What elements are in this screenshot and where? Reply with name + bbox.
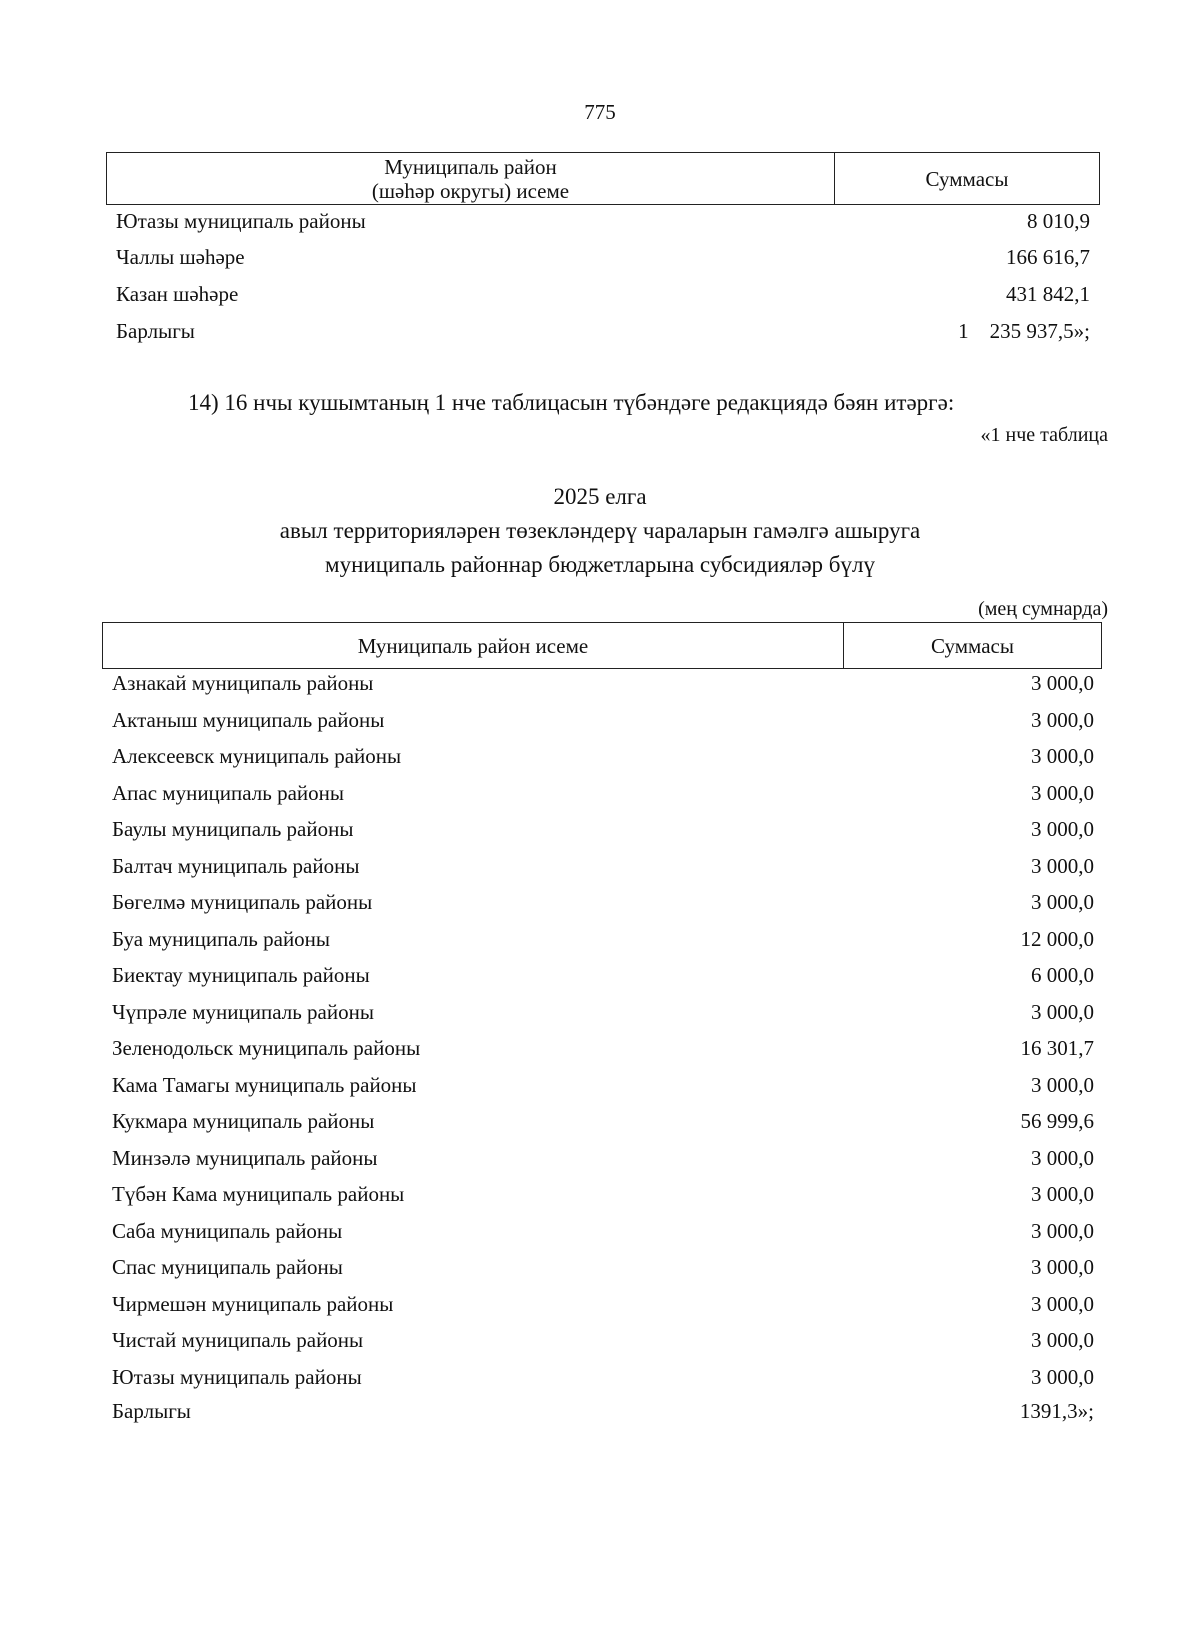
table-row bbox=[112, 1364, 1094, 1390]
page-number: 775 bbox=[584, 100, 616, 124]
row-value: 6 000,0 bbox=[1031, 963, 1094, 987]
row-value: 3 000,0 bbox=[1031, 671, 1094, 695]
row-value: 8 010,9 bbox=[1027, 209, 1090, 233]
row-value: 3 000,0 bbox=[1031, 1182, 1094, 1206]
table-row bbox=[112, 962, 1094, 988]
table1-header bbox=[106, 152, 1100, 205]
table-row bbox=[112, 1181, 1094, 1207]
table2-header-sum: Суммасы bbox=[843, 623, 1101, 668]
instruction-text: 14) 16 нчы кушымтаның 1 нче таблицасын түбәндәге редакциядә бәян итәргә: bbox=[188, 390, 955, 415]
table-row bbox=[112, 999, 1094, 1025]
table2-total-row bbox=[112, 1398, 1094, 1424]
table-row bbox=[112, 1145, 1094, 1171]
row-value: 431 842,1 bbox=[1006, 282, 1090, 306]
total-value: 1391,3»; bbox=[1019, 1399, 1094, 1423]
table-row bbox=[112, 853, 1094, 879]
row-value: 12 000,0 bbox=[1020, 927, 1094, 951]
total-label: Барлыгы bbox=[112, 1399, 191, 1423]
row-name: Алексеевск муниципаль районы bbox=[112, 744, 402, 768]
table-row bbox=[116, 281, 1090, 307]
table-row bbox=[112, 1072, 1094, 1098]
table-row bbox=[116, 244, 1090, 270]
row-name: Актаныш муниципаль районы bbox=[112, 708, 385, 732]
row-name: Саба муниципаль районы bbox=[112, 1219, 343, 1243]
row-name: Түбән Кама муниципаль районы bbox=[112, 1182, 405, 1206]
table-label: «1 нче таблица bbox=[980, 424, 1108, 446]
row-name: Ютазы муниципаль районы bbox=[112, 1365, 362, 1389]
table1-total-row bbox=[116, 318, 1090, 344]
row-value: 3 000,0 bbox=[1031, 817, 1094, 841]
row-name: Казан шәһәре bbox=[116, 282, 239, 306]
table-row bbox=[112, 1035, 1094, 1061]
table1-header-name-line1: Муниципаль район bbox=[384, 154, 557, 179]
table-row bbox=[112, 1327, 1094, 1353]
row-value: 56 999,6 bbox=[1020, 1109, 1094, 1133]
table-row bbox=[116, 208, 1090, 234]
table2-header bbox=[102, 622, 1102, 669]
row-name: Ютазы муниципаль районы bbox=[116, 209, 366, 233]
table-row bbox=[112, 1108, 1094, 1134]
row-value: 3 000,0 bbox=[1031, 1146, 1094, 1170]
row-name: Балтач муниципаль районы bbox=[112, 854, 360, 878]
table-row bbox=[112, 743, 1094, 769]
row-value: 3 000,0 bbox=[1031, 1255, 1094, 1279]
row-value: 3 000,0 bbox=[1031, 1292, 1094, 1316]
row-value: 3 000,0 bbox=[1031, 1219, 1094, 1243]
row-value: 3 000,0 bbox=[1031, 781, 1094, 805]
row-value: 3 000,0 bbox=[1031, 1073, 1094, 1097]
row-value: 166 616,7 bbox=[1006, 245, 1090, 269]
table1-header-name bbox=[107, 153, 834, 204]
row-name: Зеленодольск муниципаль районы bbox=[112, 1036, 421, 1060]
row-value: 3 000,0 bbox=[1031, 708, 1094, 732]
row-name: Минзәлә муниципаль районы bbox=[112, 1146, 378, 1170]
table-row bbox=[112, 926, 1094, 952]
row-name: Спас муниципаль районы bbox=[112, 1255, 343, 1279]
table-row bbox=[112, 889, 1094, 915]
row-name: Чаллы шәһәре bbox=[116, 245, 245, 269]
row-name: Бөгелмә муниципаль районы bbox=[112, 890, 373, 914]
row-name: Баулы муниципаль районы bbox=[112, 817, 354, 841]
table-row bbox=[112, 707, 1094, 733]
row-value: 3 000,0 bbox=[1031, 890, 1094, 914]
row-value: 16 301,7 bbox=[1020, 1036, 1094, 1060]
row-name: Буа муниципаль районы bbox=[112, 927, 331, 951]
row-name: Кама Тамагы муниципаль районы bbox=[112, 1073, 417, 1097]
table1-header-name-line2: (шәһәр округы) исеме bbox=[371, 178, 570, 203]
row-value: 3 000,0 bbox=[1031, 1000, 1094, 1024]
table-row bbox=[112, 1254, 1094, 1280]
caption-line2: авыл территорияләрен төзекләндерү чараларын гамәлгә ашыруга bbox=[279, 518, 921, 543]
caption-line1: 2025 елга bbox=[553, 484, 647, 509]
row-value: 3 000,0 bbox=[1031, 854, 1094, 878]
table-row bbox=[112, 780, 1094, 806]
table-row bbox=[112, 816, 1094, 842]
table-caption bbox=[0, 480, 1200, 582]
total-label: Барлыгы bbox=[116, 319, 195, 343]
table1-header-sum: Суммасы bbox=[834, 153, 1099, 204]
total-value: 1 235 937,5»; bbox=[958, 319, 1090, 343]
row-name: Чирмешән муниципаль районы bbox=[112, 1292, 394, 1316]
row-name: Апас муниципаль районы bbox=[112, 781, 344, 805]
table2-header-name: Муниципаль район исеме bbox=[357, 633, 589, 658]
row-value: 3 000,0 bbox=[1031, 744, 1094, 768]
table-row bbox=[112, 670, 1094, 696]
table-row bbox=[112, 1218, 1094, 1244]
row-name: Кукмара муниципаль районы bbox=[112, 1109, 375, 1133]
row-value: 3 000,0 bbox=[1031, 1328, 1094, 1352]
units-label: (мең сумнарда) bbox=[978, 598, 1108, 620]
row-name: Чистай муниципаль районы bbox=[112, 1328, 364, 1352]
row-value: 3 000,0 bbox=[1031, 1365, 1094, 1389]
caption-line3: муниципаль районнар бюджетларына субсидияләр бүлү bbox=[325, 552, 875, 577]
row-name: Биектау муниципаль районы bbox=[112, 963, 370, 987]
table-row bbox=[112, 1291, 1094, 1317]
row-name: Чүпрәле муниципаль районы bbox=[112, 1000, 374, 1024]
row-name: Азнакай муниципаль районы bbox=[112, 671, 374, 695]
